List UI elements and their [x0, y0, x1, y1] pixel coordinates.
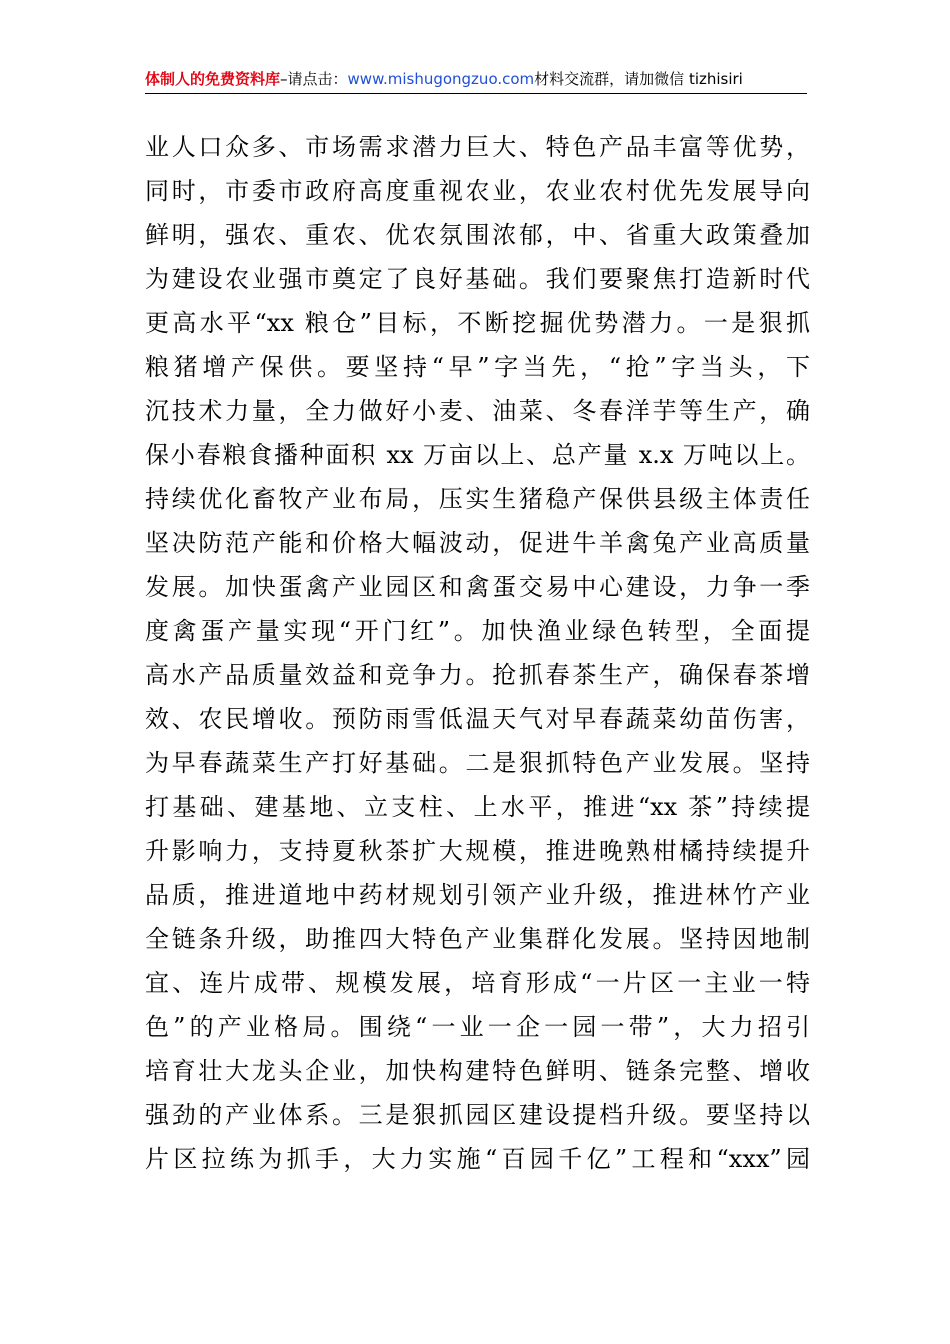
header-brand: 体制人的免费资料库 [145, 70, 281, 88]
header-prompt: –请点击： [280, 70, 348, 88]
header-divider [145, 93, 807, 94]
text-line: 全链条升级，助推四大特色产业集群化发展。坚持因地制 [145, 925, 810, 953]
text-line: 持续优化畜牧产业布局，压实生猪稳产保供县级主体责任 [145, 485, 810, 513]
document-body [145, 127, 810, 1183]
text-line: 鲜明，强农、重农、优农氛围浓郁，中、省重大政策叠加 [145, 221, 810, 249]
text-line: 培育壮大龙头企业，加快构建特色鲜明、链条完整、增收 [145, 1057, 810, 1085]
text-line: 效、农民增收。预防雨雪低温天气对早春蔬菜幼苗伤害， [145, 705, 810, 733]
text-line: 品质，推进道地中药材规划引领产业升级，推进林竹产业 [145, 881, 810, 909]
text-line: 沉技术力量，全力做好小麦、油菜、冬春洋芋等生产，确 [145, 397, 810, 425]
text-line: 业人口众多、市场需求潜力巨大、特色产品丰富等优势， [145, 133, 810, 161]
text-line: 粮猪增产保供。要坚持“早”字当先，“抢”字当头，下 [145, 353, 810, 381]
text-line: 为建设农业强市奠定了良好基础。我们要聚焦打造新时代 [145, 265, 810, 293]
text-line: 度禽蛋产量实现“开门红”。加快渔业绿色转型，全面提 [145, 617, 810, 645]
text-line: 片区拉练为抓手，大力实施“百园千亿”工程和“xxx”园 [145, 1145, 810, 1173]
header-contact-text: 材料交流群，请加微信 tizhisiri [534, 70, 743, 88]
text-line: 色”的产业格局。围绕“一业一企一园一带”，大力招引 [145, 1013, 810, 1041]
text-line: 宜、连片成带、规模发展，培育形成“一片区一主业一特 [145, 969, 810, 997]
text-line: 保小春粮食播种面积 xx 万亩以上、总产量 x.x 万吨以上。 [145, 441, 810, 469]
text-line: 升影响力，支持夏秋茶扩大规模，推进晚熟柑橘持续提升 [145, 837, 810, 865]
page-header [145, 66, 807, 92]
text-line: 坚决防范产能和价格大幅波动，促进牛羊禽兔产业高质量 [145, 529, 810, 557]
text-line: 强劲的产业体系。三是狠抓园区建设提档升级。要坚持以 [145, 1101, 810, 1129]
text-line: 高水产品质量效益和竞争力。抢抓春茶生产，确保春茶增 [145, 661, 810, 689]
text-line: 为早春蔬菜生产打好基础。二是狠抓特色产业发展。坚持 [145, 749, 810, 777]
text-line: 打基础、建基地、立支柱、上水平，推进“xx 茶”持续提 [145, 793, 810, 821]
text-line: 发展。加快蛋禽产业园区和禽蛋交易中心建设，力争一季 [145, 573, 810, 601]
text-line: 同时，市委市政府高度重视农业，农业农村优先发展导向 [145, 177, 810, 205]
text-line: 更高水平“xx 粮仓”目标，不断挖掘优势潜力。一是狠抓 [145, 309, 810, 337]
header-website-link[interactable]: www.mishugongzuo.com [347, 70, 535, 88]
